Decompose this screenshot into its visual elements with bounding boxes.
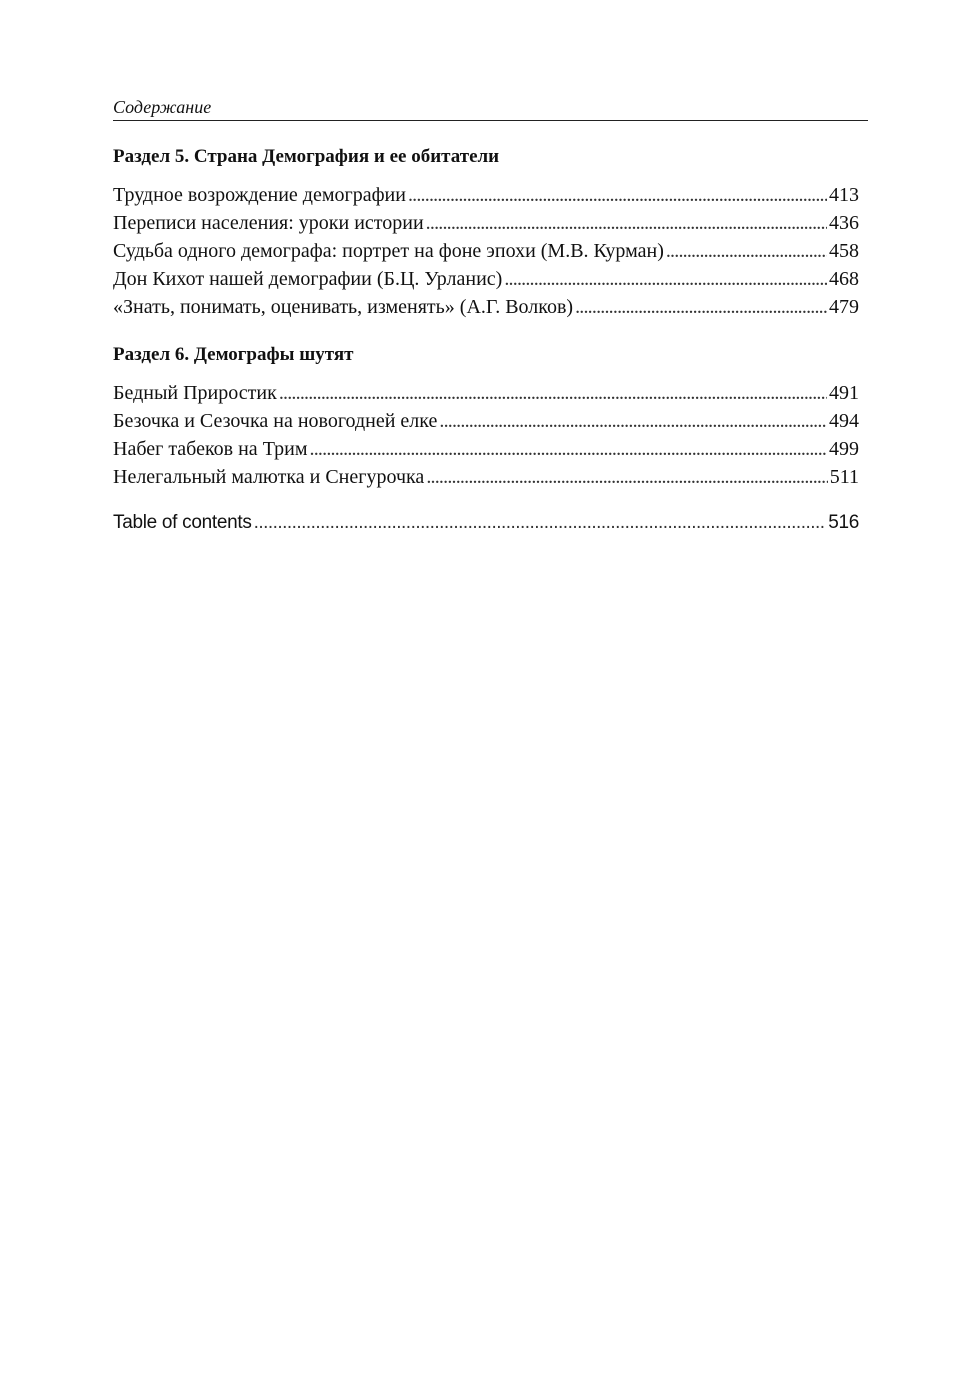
toc-entry-title: «Знать, понимать, оценивать, изменять» (А.Г. Волков) xyxy=(113,296,574,318)
dot-leader xyxy=(310,435,827,463)
toc-entry-page: 499 xyxy=(829,438,859,460)
toc-entry[interactable] xyxy=(113,265,859,293)
dot-leader xyxy=(426,463,827,491)
toc-entry[interactable] xyxy=(113,463,859,491)
dot-leader xyxy=(666,237,827,265)
toc-entry[interactable] xyxy=(113,293,859,321)
dot-leader xyxy=(439,407,827,435)
section-title: Раздел 6. Демографы шутят xyxy=(113,344,354,365)
toc-section-5 xyxy=(113,145,868,321)
section-title: Раздел 5. Страна Демография и ее обитатели xyxy=(113,146,500,167)
toc-entry-page: 458 xyxy=(829,240,859,262)
toc-entry-title: Нелегальный малютка и Снегурочка xyxy=(113,466,425,488)
toc-entry-page: 436 xyxy=(829,212,859,234)
toc-entry[interactable] xyxy=(113,435,859,463)
toc-entry-title: Дон Кихот нашей демографии (Б.Ц. Урланис) xyxy=(113,268,503,290)
toc-entry[interactable] xyxy=(113,237,859,265)
dot-leader xyxy=(504,265,827,293)
toc-entry-page: 413 xyxy=(829,184,859,206)
toc-entry-page: 491 xyxy=(829,382,859,404)
toc-entry-page: 494 xyxy=(829,410,859,432)
toc-entry[interactable] xyxy=(113,209,859,237)
running-header: Содержание xyxy=(113,96,868,121)
dot-leader xyxy=(254,509,827,537)
toc-extra xyxy=(113,509,868,537)
toc-entry-table-of-contents[interactable] xyxy=(113,509,859,537)
toc-entry-title: Набег табеков на Трим xyxy=(113,438,308,460)
toc-entry-page: 479 xyxy=(829,296,859,318)
dot-leader xyxy=(426,209,827,237)
toc-entry-page: 516 xyxy=(828,512,859,533)
toc-entry-title: Судьба одного демографа: портрет на фоне эпохи (М.В. Курман) xyxy=(113,240,664,262)
toc-entry[interactable] xyxy=(113,379,859,407)
toc-entry-title: Трудное возрождение демографии xyxy=(113,184,406,206)
dot-leader xyxy=(408,181,827,209)
toc-entry-page: 468 xyxy=(829,268,859,290)
toc-entry-page: 511 xyxy=(829,466,859,488)
toc-entry-title: Бедный Приростик xyxy=(113,382,277,404)
toc-page xyxy=(113,96,868,537)
dot-leader xyxy=(575,293,827,321)
toc-entry[interactable] xyxy=(113,181,859,209)
toc-entry-title: Безочка и Сезочка на новогодней елке xyxy=(113,410,438,432)
toc-section-6 xyxy=(113,343,868,491)
dot-leader xyxy=(279,379,827,407)
toc-entry-title: Переписи населения: уроки истории xyxy=(113,212,424,234)
toc-entry[interactable] xyxy=(113,407,859,435)
toc-entry-title: Table of contents xyxy=(113,512,252,533)
